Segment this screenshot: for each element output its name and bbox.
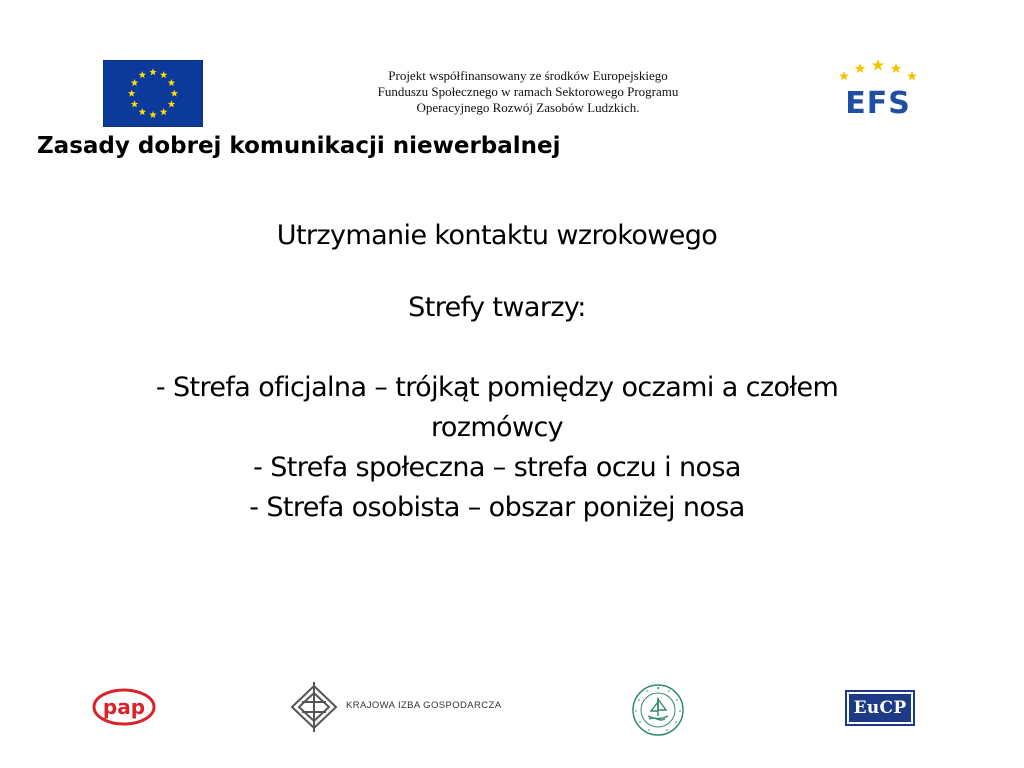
kig-emblem-icon xyxy=(288,682,340,732)
eu-star-icon xyxy=(149,111,156,118)
sgh-seal-logo xyxy=(631,683,685,737)
eu-star-icon xyxy=(168,79,175,86)
eu-stars-icon xyxy=(104,61,202,126)
slide-title: Zasady dobrej komunikacji niewerbalnej xyxy=(37,133,561,159)
pap-logo xyxy=(92,688,156,726)
project-line-3: Operacyjnego Rozwój Zasobów Ludzkich. xyxy=(416,100,640,115)
eu-star-icon xyxy=(160,108,167,115)
eu-star-icon xyxy=(139,108,146,115)
eu-flag-logo xyxy=(103,60,203,127)
eu-star-icon xyxy=(171,90,178,97)
project-line-2: Funduszu Społecznego w ramach Sektorowego Programu xyxy=(377,84,679,99)
project-cofinancing-text xyxy=(318,68,738,116)
eu-star-icon xyxy=(160,71,167,78)
efs-logo xyxy=(832,58,924,120)
eu-star-icon xyxy=(131,100,138,107)
efs-stars-icon xyxy=(832,58,924,120)
pap-logo-text: pap xyxy=(102,695,146,719)
efs-logo-text: EFS xyxy=(845,86,911,120)
content-heading: Utrzymanie kontaktu wzrokowego xyxy=(276,220,718,251)
eu-star-icon xyxy=(168,100,175,107)
eucp-logo xyxy=(845,690,915,726)
zone-official-line-2: rozmówcy xyxy=(430,412,564,443)
eu-star-icon xyxy=(149,68,156,75)
zone-personal: - Strefa osobista – obszar poniżej nosa xyxy=(249,492,745,523)
eucp-logo-text: EuCP xyxy=(849,694,911,722)
kig-logo-text: KRAJOWA IZBA GOSPODARCZA xyxy=(346,700,502,711)
kig-logo xyxy=(288,682,508,732)
zone-official-line-1: - Strefa oficjalna – trójkąt pomiędzy oczami a czołem xyxy=(155,372,839,403)
eu-star-icon xyxy=(131,79,138,86)
eu-star-icon xyxy=(139,71,146,78)
project-line-1: Projekt współfinansowany ze środków Europejskiego xyxy=(388,68,668,83)
slide-content xyxy=(60,216,934,528)
content-subheading: Strefy twarzy: xyxy=(408,292,586,323)
zone-social: - Strefa społeczna – strefa oczu i nosa xyxy=(253,452,741,483)
eu-star-icon xyxy=(128,90,135,97)
